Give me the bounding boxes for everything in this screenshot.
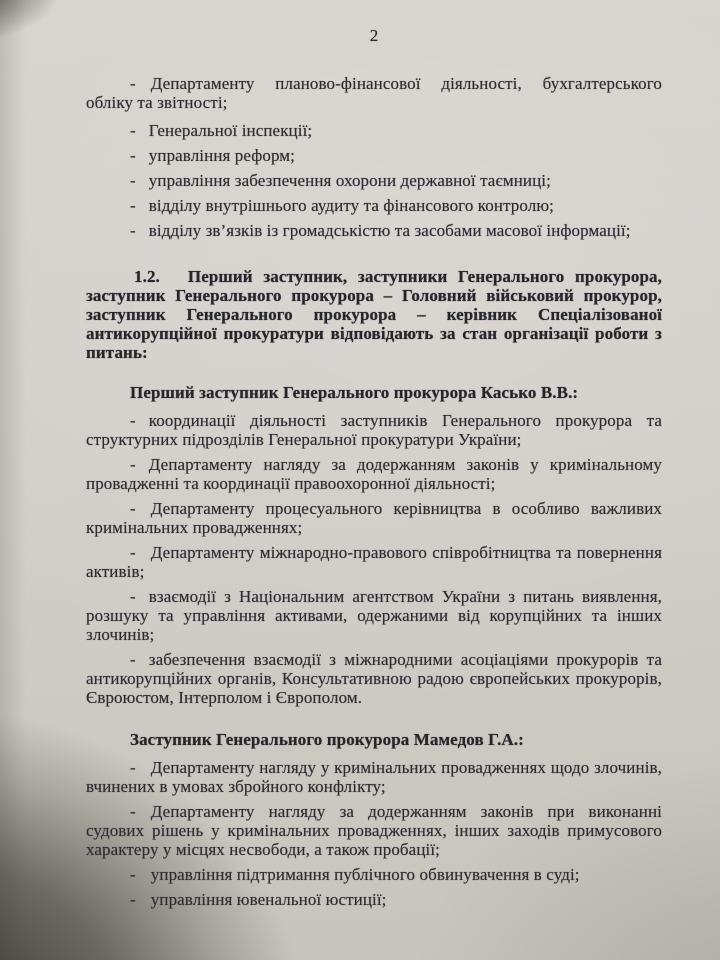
list-item (86, 196, 662, 215)
bullet-dash: - (130, 650, 136, 669)
bullet-dash: - (130, 499, 136, 518)
list-item-text: Департаменту нагляду за додержанням законів у кримінальному провадженні та координації правоохоронної діяльності; (86, 455, 662, 493)
list-item (86, 221, 662, 240)
section-text: Перший заступник, заступники Генерального прокурора, заступник Генерального прокурора – Головний військовий прокурор, заступник Генерального прокурора – керівник Спеціалізованої антикорупційної прокуратури відповідають за стан організації роботи з питань: (86, 267, 662, 362)
list-item-text: управління підтримання публічного обвинувачення в суді; (150, 865, 580, 884)
list-item-text: Департаменту планово-фінансової діяльності, бухгалтерського обліку та звітності; (86, 74, 662, 112)
bullet-dash: - (130, 543, 136, 562)
list-item (86, 890, 662, 909)
list-item (86, 499, 662, 537)
section-number: 1.2. (134, 267, 160, 286)
bullet-dash: - (130, 411, 136, 430)
bullet-dash: - (130, 865, 136, 884)
list-item (86, 455, 662, 493)
list-item (86, 146, 662, 165)
page-number: 2 (369, 26, 379, 45)
bullet-dash: - (130, 587, 136, 606)
bullet-dash: - (130, 890, 136, 909)
list-item (86, 802, 662, 859)
list-item-text: Департаменту нагляду за додержанням законів при виконанні судових рішень у кримінальних провадженнях, інших заходів примусового характеру у місцях несвободи, а також пробації; (86, 802, 662, 859)
list-item-text: координації діяльності заступників Генерального прокурора та структурних підрозділів Генеральної прокуратури України; (86, 411, 662, 449)
list-item (86, 587, 662, 644)
list-item (86, 758, 662, 796)
list-item-text: управління забезпечення охорони державної таємниці; (148, 171, 551, 190)
list-item (86, 121, 662, 140)
list-item (86, 865, 662, 884)
list-item (86, 74, 662, 112)
list-item-text: відділу зв’язків із громадськістю та засобами масової інформації; (148, 221, 631, 240)
list-item (86, 171, 662, 190)
bullet-dash: - (130, 74, 136, 93)
list-item-text: Департаменту міжнародно-правового співробітництва та повернення активів; (86, 543, 662, 581)
list-item-text: управління реформ; (148, 146, 295, 165)
list-item-text: Генеральної інспекції; (148, 121, 313, 140)
list-item (86, 543, 662, 581)
list-item-text: Департаменту процесуального керівництва в особливо важливих кримінальних провадженнях; (86, 499, 662, 537)
heading-kasko: Перший заступник Генерального прокурора Касько В.В.: (130, 383, 579, 402)
bullet-dash: - (130, 171, 136, 190)
list-item (86, 650, 662, 707)
list-item (86, 411, 662, 449)
bullet-dash: - (130, 802, 136, 821)
bullet-dash: - (130, 121, 136, 140)
list-item-text: управління ювенальної юстиції; (150, 890, 387, 909)
bullet-dash: - (130, 146, 136, 165)
list-item-text: Департаменту нагляду у кримінальних провадженнях щодо злочинів, вчинених в умовах збройного конфлікту; (86, 758, 662, 796)
list-item-text: взаємодії з Національним агентством України з питань виявлення, розшуку та управління активами, одержаними від корупційних та інших злочинів; (86, 587, 662, 644)
section-1-2-paragraph (86, 267, 662, 362)
bullet-dash: - (130, 758, 136, 777)
bullet-dash: - (130, 196, 136, 215)
list-item-text: відділу внутрішнього аудиту та фінансового контролю; (148, 196, 554, 215)
heading-mamedov: Заступник Генерального прокурора Мамедов Г.А.: (130, 730, 524, 749)
list-item-text: забезпечення взаємодії з міжнародними асоціаціями прокурорів та антикорупційних органів, Консультативною радою європейських прокурорів, Євроюстом, Інтерполом і Європолом. (86, 650, 662, 707)
bullet-dash: - (130, 221, 136, 240)
bullet-dash: - (130, 455, 136, 474)
